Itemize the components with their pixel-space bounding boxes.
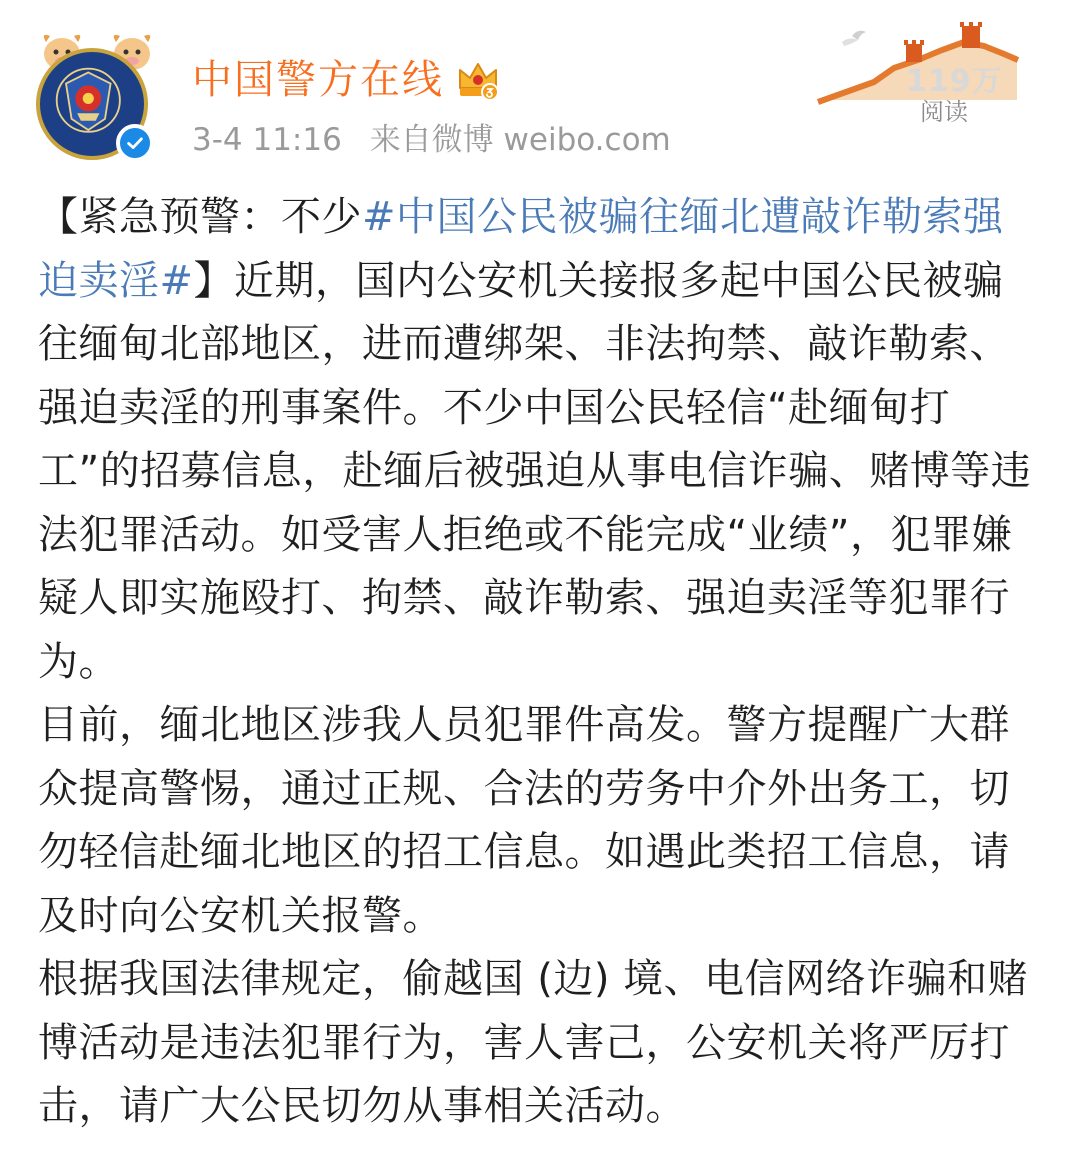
verified-badge-icon	[116, 124, 154, 162]
post-prefix: 【紧急预警：不少	[38, 194, 362, 240]
read-label: 阅读	[920, 98, 968, 126]
author-name[interactable]: 中国警方在线	[192, 57, 444, 103]
post-paragraph-2: 目前，缅北地区涉我人员犯罪件高发。警方提醒广大群众提高警惕，通过正规、合法的劳务中介外出务工，切勿轻信赴缅北地区的招工信息。如遇此类招工信息，请及时向公安机关报警。	[38, 702, 1010, 939]
read-count: 119万	[906, 64, 1003, 99]
post-source[interactable]: 来自微博 weibo.com	[369, 122, 671, 158]
post-paragraph-1	[38, 186, 1043, 694]
post-paragraph-3: 根据我国法律规定，偷越国 (边) 境、电信网络诈骗和赌博活动是违法犯罪行为，害人害己，公安机关将严厉打击，请广大公民切勿从事相关活动。	[38, 956, 1029, 1129]
post-content	[38, 186, 1043, 1139]
crown-level-icon[interactable]	[456, 58, 500, 102]
post-text: 】近期，国内公安机关接报多起中国公民被骗往缅甸北部地区，进而遭绑架、非法拘禁、敲诈勒索、强迫卖淫的刑事案件。不少中国公民轻信“赴缅甸打工”的招募信息，赴缅后被强迫从事电信诈骗、赌博等违法犯罪活动。如受害人拒绝或不能完成“业绩”，犯罪嫌疑人即实施殴打、拘禁、敲诈勒索、强迫卖淫等犯罪行为。	[38, 257, 1032, 685]
post-header	[0, 0, 1080, 175]
post-time: 3-4 11:16	[192, 122, 342, 158]
author-name-row	[192, 52, 500, 108]
author-avatar-group[interactable]	[30, 28, 160, 158]
hashtag-link[interactable]: #中国公民被骗往缅北遭敲诈勒索强迫卖淫#	[38, 194, 1004, 304]
post-meta	[192, 118, 689, 162]
